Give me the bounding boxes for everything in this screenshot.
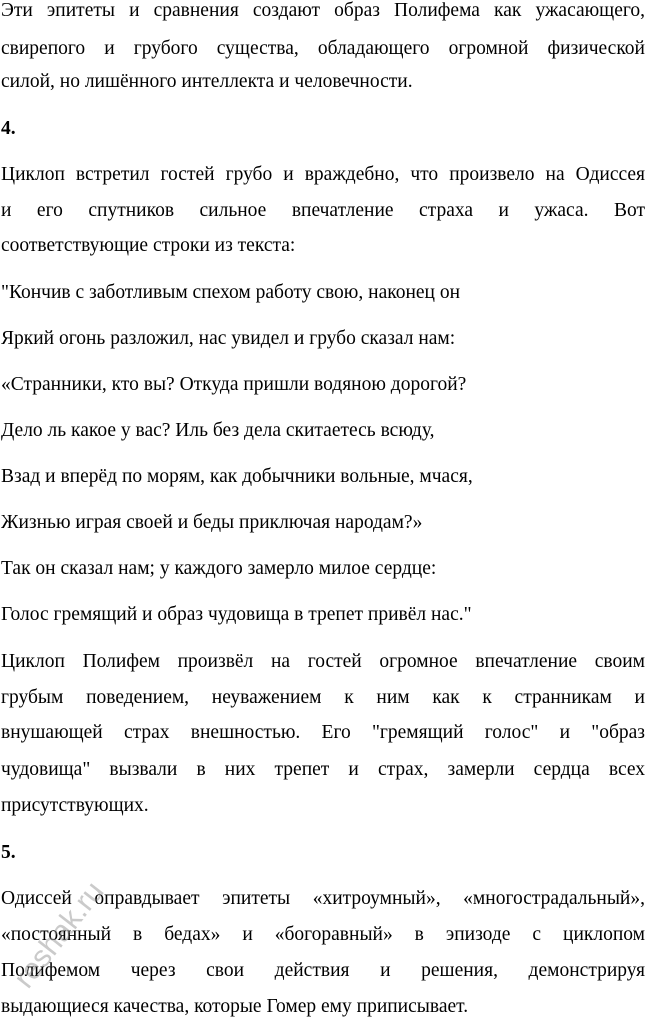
watermark-text: reshak.ru [7,875,111,995]
paragraph-line: выдающиеся качества, которые Гомер ему приписывает. [1,996,469,1017]
section-number-5: 5. [1,842,16,863]
quote-line: "Кончив с заботливым спехом работу свою, наконец он [1,282,461,303]
paragraph-line: свирепого и грубого существа, обладающего огромной физической [1,38,645,59]
paragraph-line: силой, но лишённого интеллекта и человечности. [1,71,413,92]
paragraph-line: присутствующих. [1,795,149,816]
quote-line: Голос гремящий и образ чудовища в трепет привёл нас." [1,604,472,625]
quote-line: Взад и вперёд по морям, как добычники вольные, мчася, [1,466,473,487]
paragraph-line: грубым поведением, неуважением к ним как к странникам и [1,687,645,708]
paragraph-line: «постоянный в бедах» и «богоравный» в эпизоде с циклопом [1,924,645,945]
paragraph-line: чудовища" вызвали в них трепет и страх, замерли сердца всех [1,759,645,780]
quote-line: Дело ль какое у вас? Иль без дела скитаетесь всюду, [1,420,435,441]
paragraph-line: Циклоп Полифем произвёл на гостей огромное впечатление своим [1,651,645,672]
section-number-4: 4. [1,118,16,139]
paragraph-line: и его спутников сильное впечатление страха и ужаса. Вот [1,200,645,221]
quote-line: Так он сказал нам; у каждого замерло милое сердце: [1,558,437,579]
quote-line: Жизнью играя своей и беды приключая народам?» [1,512,423,533]
paragraph-line: Полифемом через свои действия и решения, демонстрируя [1,960,645,981]
paragraph-line: Одиссей оправдывает эпитеты «хитроумный», «многострадальный», [1,888,645,909]
paragraph-line: Эти эпитеты и сравнения создают образ Полифема как ужасающего, [1,0,645,21]
quote-line: «Странники, кто вы? Откуда пришли водяною дорогой? [1,374,467,395]
paragraph-line: внушающей страх внешностью. Его "гремящий голос" и "образ [1,722,645,743]
paragraph-line: Циклоп встретил гостей грубо и враждебно, что произвело на Одиссея [1,164,645,185]
quote-line: Яркий огонь разложил, нас увидел и грубо сказал нам: [1,328,456,349]
paragraph-line: соответствующие строки из текста: [1,235,296,256]
